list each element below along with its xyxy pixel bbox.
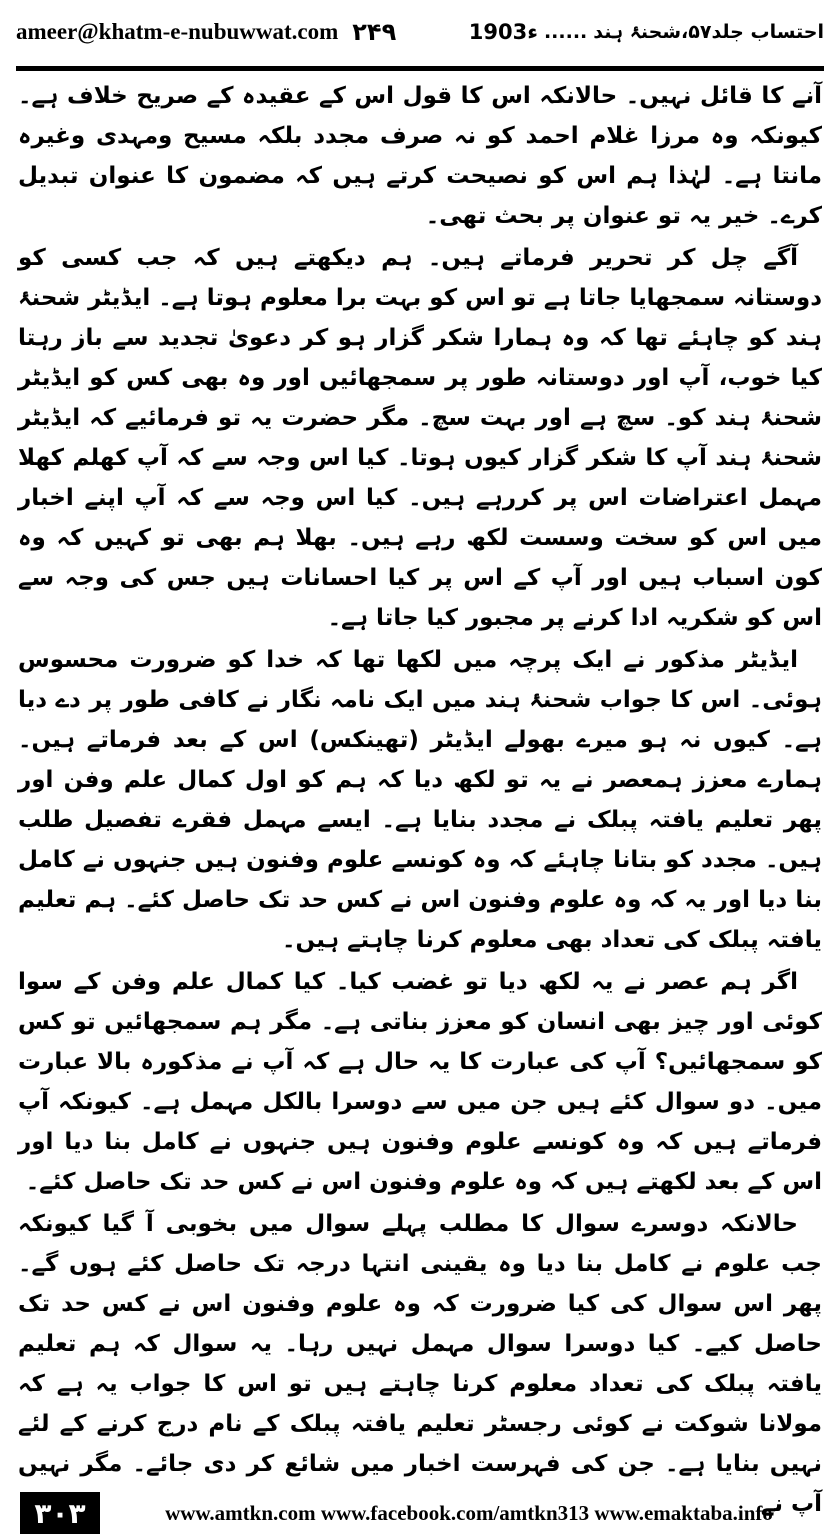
paragraph-1: آنے کا قائل نہیں۔ حالانکہ اس کا قول اس کے عقیدہ کے صریح خلاف ہے۔ کیونکہ وہ مرزا غلام احمد کو نہ صرف مجدد بلکہ مسیح ومہدی وغیرہ مانتا ہے۔ لہٰذا ہم اس کو نصیحت کرتے ہیں کہ مضمون کا عنوان تبدیل کرے۔ خیر یہ تو عنوان پر بحث تھی۔ — [18, 83, 822, 229]
paragraph-2: آگے چل کر تحریر فرماتے ہیں۔ ہم دیکھتے ہیں کہ جب کسی کو دوستانہ سمجھایا جاتا ہے تو اس کو بہت برا معلوم ہوتا ہے۔ ایڈیٹر شحنۂ ہند کو چاہئے تھا کہ وہ ہمارا شکر گزار ہو کر دعویٰ تجدید سے باز رہتا کیا خوب، آپ اور دوستانہ طور پر سمجھائیں اور وہ بھی کس کو ایڈیٹر شحنۂ ہند کو۔ سچ ہے اور بہت سچ۔ مگر حضرت یہ تو فرمائیے کہ ایڈیٹر شحنۂ ہند آپ کا شکر گزار کیوں ہوتا۔ کیا اس وجہ سے کہ آپ کھلم کھلا مہمل اعتراضات اس پر کررہے ہیں۔ کیا اس وجہ سے کہ آپ اپنے اخبار میں اس کو سخت وسست لکھ رہے ہیں۔ بھلا ہم بھی تو کہیں کہ وہ کون اسباب ہیں اور آپ کے اس پر کیا احسانات ہیں جس کی وجہ سے اس کو شکریہ ادا کرنے پر مجبور کیا جاتا ہے۔ — [18, 245, 822, 631]
page-header — [16, 0, 824, 64]
header-year: 1903ء — [468, 20, 538, 44]
paragraph-3: ایڈیٹر مذکور نے ایک پرچہ میں لکھا تھا کہ خدا کو ضرورت محسوس ہوئی۔ اس کا جواب شحنۂ ہند میں ایک نامہ نگار نے کافی طور پر دے دیا ہے۔ کیوں نہ ہو میرے بھولے ایڈیٹر (تھینکس) اس کے بعد فرماتے ہیں۔ ہمارے معزز ہمعصر نے یہ تو لکھ دیا کہ ہم کو اول کمال علم وفن اور پھر تعلیم یافتہ پبلک نے مجدد بنایا ہے۔ ایسے مہمل فقرے تفصیل طلب ہیں۔ مجدد کو بتانا چاہئے کہ وہ کونسے علوم وفنون ہیں جنہوں نے کامل بنا دیا اور یہ کہ وہ علوم وفنون اس نے کس حد تک حاصل کئے۔ ہم تعلیم یافتہ پبلک کی تعداد بھی معلوم کرنا چاہتے ہیں۔ — [18, 647, 822, 953]
header-dots: ...... — [543, 21, 588, 43]
header-left — [16, 18, 396, 46]
folio-number: ۳۰۳ — [20, 1492, 100, 1534]
footer-links: www.amtkn.com www.facebook.com/amtkn313 www.emaktaba.info — [165, 1501, 773, 1525]
paragraph-4: اگر ہم عصر نے یہ لکھ دیا تو غضب کیا۔ کیا کمال علم وفن کے سوا کوئی اور چیز بھی انسان کو معزز بناتی ہے۔ مگر ہم سمجھائیں تو کس کو سمجھائیں؟ آپ کی عبارت کا یہ حال ہے کہ آپ نے مذکورہ بالا عبارت میں۔ دو سوال کئے ہیں جن میں سے دوسرا بالکل مہمل ہے۔ کیونکہ آپ فرماتے ہیں کہ وہ کونسے علوم وفنون ہیں جنہوں نے کامل بنا دیا اور اس کے بعد لکھتے ہیں کہ وہ علوم وفنون اس نے کس حد تک حاصل کئے۔ — [18, 969, 822, 1195]
header-rule — [16, 66, 824, 71]
header-page-number: ۲۴۹ — [352, 18, 397, 46]
paragraph-5: حالانکہ دوسرے سوال کا مطلب پہلے سوال میں بخوبی آ گیا کیونکہ جب علوم نے کامل بنا دیا وہ یقینی انتہا درجہ تک حاصل کئے ہوں گے۔ پھر اس سوال کی کیا ضرورت کہ وہ علوم وفنون اس نے کس حد تک حاصل کیے۔ کیا دوسرا سوال مہمل نہیں رہا۔ یہ سوال کہ ہم تعلیم یافتہ پبلک کی تعداد معلوم کرنا چاہتے ہیں تو اس کا جواب یہ ہے کہ مولانا شوکت نے کوئی رجسٹر تعلیم یافتہ پبلک کے نام درج کرنے کے لئے نہیں بنایا ہے۔ جن کی فہرست اخبار میں شائع کر دی جائے۔ مگر نہیں آپ نے — [18, 1211, 822, 1517]
header-email: ameer@khatm-e-nubuwwat.com — [16, 19, 339, 44]
header-right — [469, 20, 824, 44]
header-book-title: احتساب جلد۵۷،شحنۂ ہند — [593, 21, 824, 43]
page-footer — [0, 1480, 840, 1540]
